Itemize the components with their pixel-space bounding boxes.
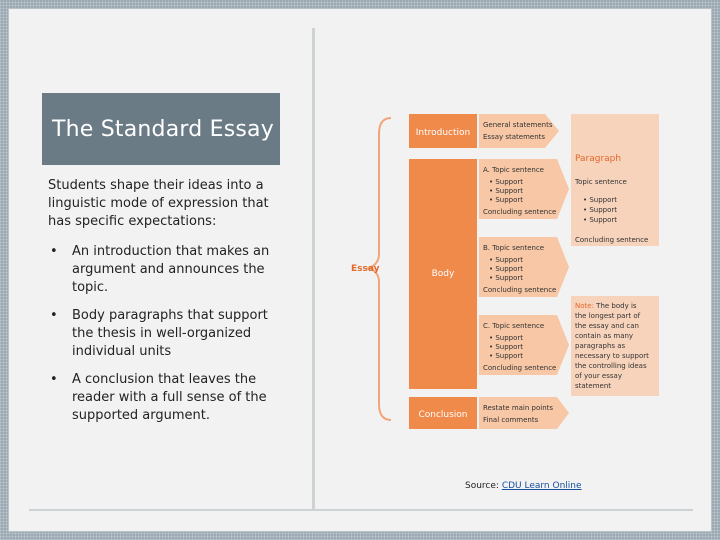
bullet-item <box>48 243 270 297</box>
divider-horizontal <box>29 509 693 511</box>
bullet-item <box>48 307 270 361</box>
note-line: contain as many <box>575 332 634 340</box>
body-support-a: • Support <box>489 178 524 186</box>
body-support-b: • Support <box>489 265 524 273</box>
body-support-a: • Support <box>489 196 524 204</box>
bullet-list <box>48 243 270 425</box>
source-prefix: Source: <box>465 481 502 491</box>
note-label: Note: <box>575 302 594 310</box>
body-topic-b: B. Topic sentence <box>483 244 545 252</box>
body-support-b: • Support <box>489 274 524 282</box>
slide-title: The Standard Essay <box>52 116 274 142</box>
conclusion-line: Restate main points <box>483 404 554 412</box>
essay-label: Essay <box>351 264 380 274</box>
source-credit <box>465 481 582 491</box>
section-body-label: Body <box>431 269 455 279</box>
body-text <box>48 177 270 435</box>
paragraph-concluding: Concluding sentence <box>575 236 649 244</box>
body-support-c: • Support <box>489 343 524 351</box>
body-concluding-b: Concluding sentence <box>483 286 557 294</box>
bullet-item <box>48 371 270 425</box>
note-line: the controlling ideas <box>575 362 647 370</box>
body-topic-c: C. Topic sentence <box>483 322 545 330</box>
conclusion-line: Final comments <box>483 416 539 424</box>
essay-structure-diagram <box>339 104 659 434</box>
note-line: necessary to support <box>575 352 649 360</box>
paragraph-panel-title: Paragraph <box>575 154 622 164</box>
note-line: statement <box>575 382 612 390</box>
note-line: the essay and can <box>575 322 639 330</box>
section-conclusion-label: Conclusion <box>418 410 468 420</box>
bullet-text: An introduction that makes an argument and announces the topic. <box>72 244 270 295</box>
body-concluding-a: Concluding sentence <box>483 208 557 216</box>
body-concluding-c: Concluding sentence <box>483 364 557 372</box>
intro-line: General statements <box>483 121 553 129</box>
body-support-b: • Support <box>489 256 524 264</box>
bullet-text: A conclusion that leaves the reader with a full sense of the supported argument. <box>72 372 267 423</box>
intro-line: Essay statements <box>483 133 546 141</box>
slide <box>8 8 712 532</box>
note-first-line <box>575 302 637 310</box>
body-support-a: • Support <box>489 187 524 195</box>
intro-paragraph: Students shape their ideas into a linguistic mode of expression that has specific expectations: <box>48 178 269 229</box>
intro-arrow <box>479 114 559 148</box>
bullet-marker: • <box>50 308 58 323</box>
note-line: the longest part of <box>575 312 641 320</box>
note-line: The body is <box>596 302 637 310</box>
source-link[interactable]: CDU Learn Online <box>501 481 582 491</box>
bullet-text: Body paragraphs that support the thesis in well-organized individual units <box>72 308 268 359</box>
body-topic-a: A. Topic sentence <box>483 166 544 174</box>
paragraph-support: • Support <box>583 216 618 224</box>
paragraph-topic: Topic sentence <box>575 178 627 186</box>
divider-vertical <box>312 28 315 510</box>
section-introduction-label: Introduction <box>415 128 471 138</box>
conclusion-arrow <box>479 397 569 429</box>
title-box <box>42 93 280 165</box>
body-support-c: • Support <box>489 352 524 360</box>
body-support-c: • Support <box>489 334 524 342</box>
paragraph-support: • Support <box>583 206 618 214</box>
note-line: of your essay <box>575 372 622 380</box>
bullet-marker: • <box>50 244 58 259</box>
bullet-marker: • <box>50 372 58 387</box>
note-line: paragraphs as <box>575 342 626 350</box>
paragraph-support: • Support <box>583 196 618 204</box>
